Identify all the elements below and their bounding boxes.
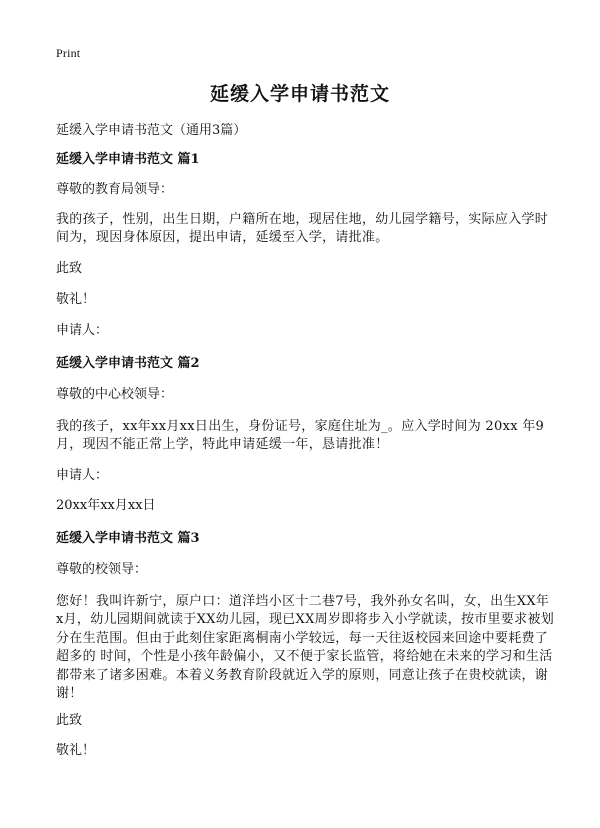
section-heading-2: 延缓入学申请书范文 篇2: [56, 356, 200, 371]
closing-3a: 此致: [56, 713, 83, 728]
salutation-3: 尊敬的校领导：: [56, 562, 148, 577]
salutation-2: 尊敬的中心校领导：: [56, 387, 174, 402]
print-label: Print: [56, 46, 81, 60]
signature-2: 申请人：: [56, 468, 109, 483]
section-heading-3: 延缓入学申请书范文 篇3: [56, 531, 200, 546]
signature-1: 申请人：: [56, 323, 109, 338]
body-paragraph-2: 我的孩子，xx年xx月xx日出生，身份证号，家庭住址为_。应入学时间为 20xx 年9月，现因不能正常上学，特此申请延缓一年，恳请批准！: [56, 419, 545, 453]
document-subtitle: 延缓入学申请书范文（通用3篇）: [56, 123, 247, 138]
date-2: 20xx年xx月xx日: [56, 498, 156, 513]
salutation-1: 尊敬的教育局领导：: [56, 182, 174, 197]
body-paragraph-1: 我的孩子，性别，出生日期，户籍所在地，现居住地，幼儿园学籍号，实际应入学时间为，现因身体原因，提出申请，延缓至入学，请批准。: [56, 212, 549, 246]
closing-3b: 敬礼！: [56, 743, 96, 758]
closing-1b: 敬礼！: [56, 292, 96, 307]
body-paragraph-3: 您好！我叫许新宁，原户口：道洋垱小区十二巷7号，我外孙女名叫，女，出生XX年x月，幼儿园期间就读于XX幼儿园，现已XX周岁即将步入小学就读，按市里要求被划分在生范围。但由于此刻住家距离桐南小学较远，每一天往返校园来回途中要耗费了超多的 时间，个性是小孩年龄偏小，又不便于家长监管，将给她在未来的学习和生活都带来了诸多困难。本着义务教育阶段就近入学的原则，同意让孩子在贵校就读，谢谢！: [56, 594, 555, 702]
closing-1a: 此致: [56, 261, 83, 276]
section-heading-1: 延缓入学申请书范文 篇1: [56, 152, 200, 167]
document-title: 延缓入学申请书范文: [209, 83, 390, 105]
